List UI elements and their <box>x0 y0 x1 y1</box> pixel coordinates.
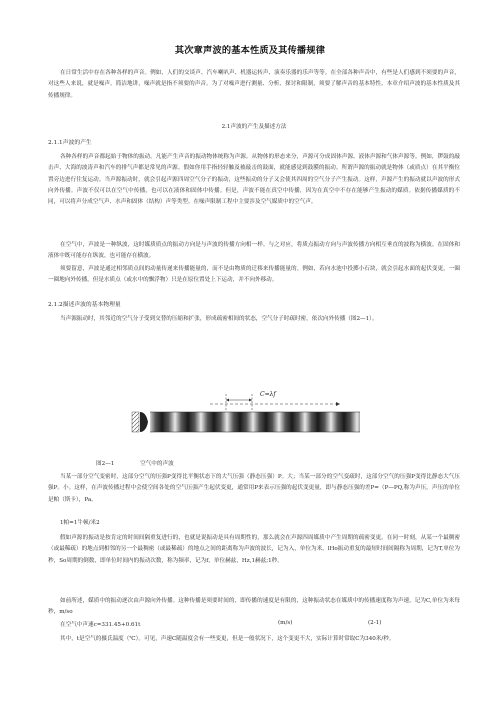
subsection-heading: 2.1.2描述声波的基本物理量 <box>48 302 121 308</box>
propagation-arrow-icon <box>336 402 340 406</box>
paragraph-momentum-transfer: 须要留意，声波是通过相邻质点间的动量传递来传播能量的，而不是由物质的迁移来传播能量的。例如，若向水池中投掷小石块，就会引起水面的起伏变更，一圈一圈地向外传播，但是水质点（或水中的飘浮物）只是在原位置处上下运动，并不向外移动。 <box>48 266 460 284</box>
sound-source-icon <box>140 412 148 432</box>
figure-title: 空气中的声波 <box>140 461 174 467</box>
intro-paragraph: 在日常生活中存在各种各样的声音。例如，人们的交谈声、汽车喇叭声、机器运转声、演奏乐器的乐声等等。在全部各种声音中，有些是人们感到不须要的声音，对这些人来说，就是噪声。简洁地讲，噪声就是指不须要的声音。为了对噪声进行测量、分析、探讨和限制，须要了解声音的基本特性。本章介绍声波的基本性质及其传播规律。 <box>48 70 460 99</box>
paragraph-compression: 当声源振动时，其邻近的空气分子受到交替的压缩和扩张，形成疏密相间的状态，空气分子时疏时密，依次向外传播（图2—1）。 <box>60 316 378 322</box>
equation-unit: (m/s) <box>278 620 293 626</box>
equation-number: (2-1) <box>368 620 382 626</box>
wave-speed-label: C=λf <box>260 391 276 398</box>
sound-wave-figure <box>110 386 370 450</box>
pressure-unit-line: 1帕=1牛顿/米2 <box>60 520 100 526</box>
compression-wave <box>150 412 360 432</box>
paragraph-sound-source: 各种各样的声音都起始于物体的振动。凡能产生声音的振动物体统称为声源。从物体的形态来分，声源可分成固体声源、液体声源和气体声源等。例如，锣鼓的敲击声、大海的波涛声和汽车的排气声都是常见的声源。假如你用手指轻轻触及被敲击的鼓面，就能感觉到鼓膜的振动。所谓声源的振动就是物体（或质点）在其平衡位置旁边进行往复运动。当声源振动时，就会引起声源四周空气分子的振动，这些振动的分子又会使其四周的空气分子产生振动。这样，声源产生的振动就以声波的形式向外传播。声波不仅可以在空气中传播，也可以在液体和固体中传播。但是，声波不能在真空中传播，因为在真空中不存在能够产生振动的媒质。依据传播媒质的不同，可以将声分成空气声、水声和固体（结构）声等类型。在噪声限制工程中主要涉及空气媒质中的空气声。 <box>48 154 460 206</box>
hatched-wall <box>132 412 139 432</box>
equation-text: 在空气中声速c=331.45+0.61t <box>60 622 141 628</box>
page-title: 其次章声波的基本性质及其传播规律 <box>174 45 326 56</box>
figure-number: 图2—1 <box>96 461 115 467</box>
subsection-heading: 2.1.1声波的产生 <box>48 140 92 146</box>
paragraph-wavelength-period: 假如声源的振动是按肯定的时间间隔重复进行的，也就是说振动是具有周期性的，那么就会在声源四周媒质中产生周期的疏密变更。在同一时刻，从某一个最稠密（或最稀疏）的地点到相邻的另一个最稠密（或最稀疏）的地点之间的距离称为声波的波长，记为入，单位为米，lHo振动重复的最短时间间隔称为周期，记为T,单位为秒，So周期的倒数，即单位时间内的振动次数，称为频率，记为f，单位赫兹，Hz,1赫兹;1秒。 <box>48 535 460 564</box>
paragraph-sound-pressure: 当某一部分空气变密时，这部分空气的压强P变得比平衡状态下的大气压强（静态压强）P。大；当某一部分的空气变疏时，这部分空气的压强P变得比静态大气压强P。小。这样，在声波传播过程中会使空间各处的空气压强产生起伏变更，通常用P来表示压强的起伏变更量，即与静态压强的差P=（P—PQ,称为声压。声压的单位是帕（斯卡），Pa。 <box>48 474 460 503</box>
paragraph-temperature: 其中，t是空气的摄氏温度（℃）。可见，声速C随温度会有一些变更，但是一般状况下，这个变更不大，实际计算时常取C为340米/秒。 <box>60 636 395 642</box>
section-heading: 2.1声波的产生及描述方法 <box>221 124 287 130</box>
figure-caption <box>96 459 198 467</box>
paragraph-sound-speed: 如前所述，媒质中的振动逐次由声源向外传播。这种传播是须要时间的，即传播的速度是有限的，这种振动状态在媒质中的传播速度称为声速，记为C,单位为米每秒，m/so <box>48 598 460 616</box>
paragraph-longitudinal-wave: 在空气中，声波是一种纵波，这时媒质质点的振动方向是与声波的传播方向相一样。与之对应，将质点振动方向与声波传播方向相互垂直的波称为横波。在固体和液体中既可能存在纵波，也可能存在横波。 <box>48 242 460 260</box>
